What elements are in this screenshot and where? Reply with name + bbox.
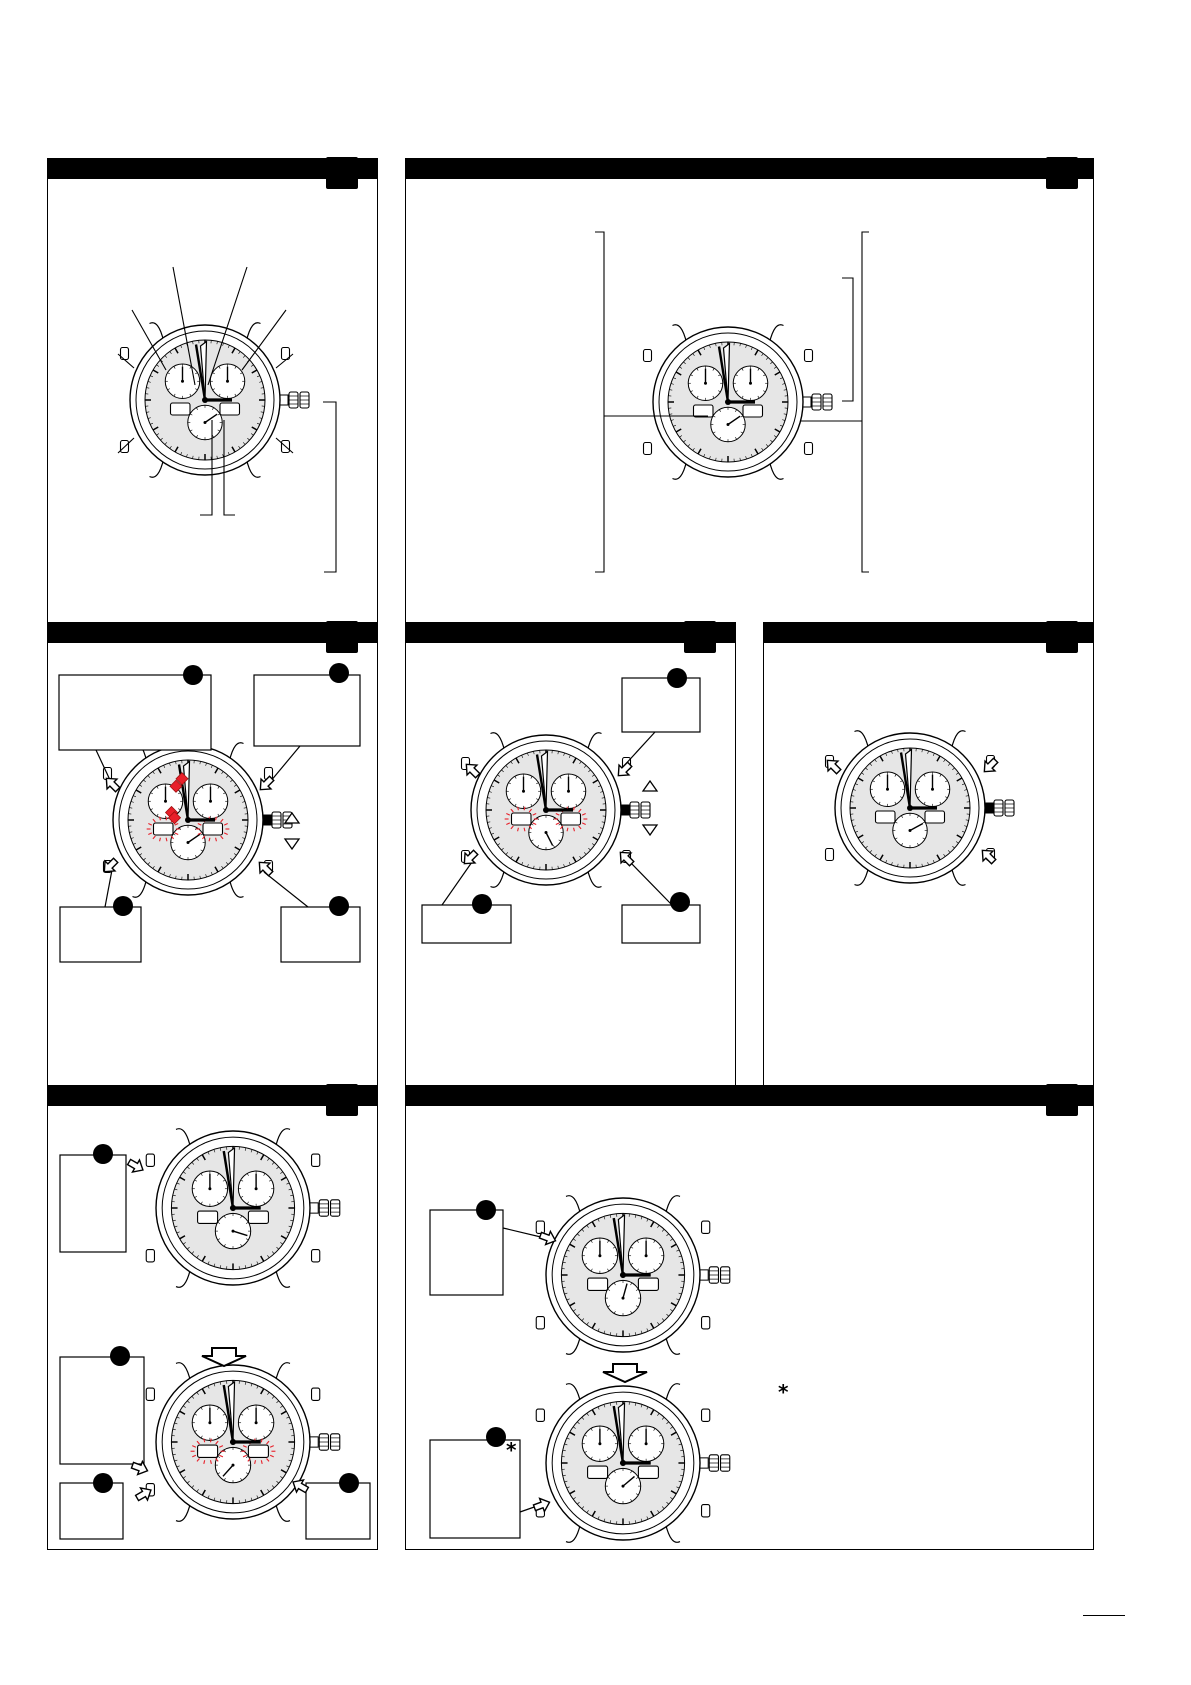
chronograph-watch-icon [536,1196,730,1355]
step-marker-icon [110,1346,130,1366]
chronograph-watch-icon [146,1129,340,1288]
step-marker-icon [183,665,203,685]
chronograph-watch-icon [536,1384,730,1543]
page-number-rule [1083,1615,1125,1616]
chronograph-watch-icon [644,325,833,480]
hollow-up-triangle-icon [643,781,657,791]
footnote-asterisk-text: * [778,1380,789,1404]
chronograph-watch-icon [121,323,310,478]
step-marker-icon [329,896,349,916]
chronograph-watch-icon [104,743,293,898]
step-marker-icon [486,1427,506,1447]
step-marker-icon [93,1144,113,1164]
step-marker-icon [472,894,492,914]
press-arrow-icon [99,855,120,876]
chronograph-watch-icon [826,731,1015,886]
step-marker-icon [113,896,133,916]
hollow-down-triangle-icon [643,825,657,835]
mode-change-callouts [430,1210,545,1538]
step-marker-icon [339,1473,359,1493]
hollow-down-triangle-icon [285,839,299,849]
footnote-asterisk-mark: * [506,1438,517,1462]
step-marker-icon [329,663,349,683]
step-marker-icon [476,1200,496,1220]
chronograph-watch-icon [462,733,651,888]
step-marker-icon [670,892,690,912]
step-marker-icon [93,1473,113,1493]
step-marker-icon [667,668,687,688]
press-arrow-icon [126,1156,147,1176]
